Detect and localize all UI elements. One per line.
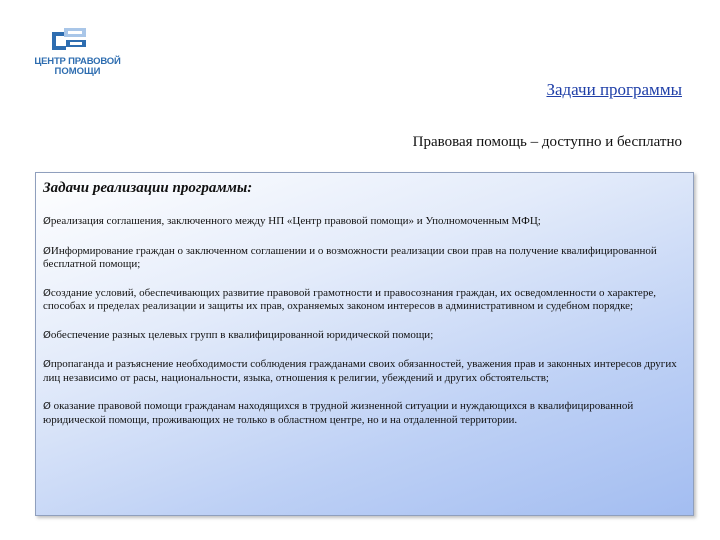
list-item-text: оказание правовой помощи гражданам находящихся в трудной жизненной ситуации и нуждающихся в квалифицированной юридической помощи, проживающих не только в областном центре, но и на отдаленной территории. — [43, 400, 634, 426]
list-item — [43, 287, 687, 313]
arrow-bullet-icon: Ø — [43, 359, 51, 370]
logo — [30, 28, 125, 80]
arrow-bullet-icon: Ø — [43, 216, 51, 227]
arrow-bullet-icon: Ø — [43, 329, 51, 341]
panel-heading: Задачи реализации программы: — [43, 180, 253, 196]
page-title[interactable]: Задачи программы — [546, 80, 682, 99]
logo-text-line2: ПОМОЩИ — [54, 66, 101, 77]
list-item — [43, 400, 687, 426]
list-item — [43, 245, 687, 271]
list-item-text: пропаганда и разъяснение необходимости соблюдения гражданами своих обязанностей, уважения прав и законных интересов других лиц независимо от расы, национальности, языка, отношения к религии, убеждений и других обстоятельств; — [43, 358, 677, 384]
list-item-text: обеспечение разных целевых групп в квалифицированной юридической помощи; — [50, 328, 434, 341]
arrow-bullet-icon: Ø — [43, 401, 51, 412]
logo-text-line1: ЦЕНТР ПРАВОВОЙ — [34, 56, 121, 67]
logo-emblem-icon — [52, 28, 106, 54]
list-item — [43, 215, 687, 229]
list-item-text: реализация соглашения, заключенного между НП «Центр правовой помощи» и Уполномоченным МФЦ; — [50, 215, 541, 227]
tasks-panel — [35, 172, 694, 516]
page-subtitle: Правовая помощь – доступно и бесплатно — [412, 134, 682, 150]
arrow-bullet-icon: Ø — [43, 245, 51, 257]
list-item — [43, 329, 687, 343]
list-item-text: Информирование граждан о заключенном соглашении и о возможности реализации свои прав на получение квалифицированной бесплатной помощи; — [43, 244, 657, 270]
arrow-bullet-icon: Ø — [43, 287, 51, 299]
list-item-text: создание условий, обеспечивающих развитие правовой грамотности и правосознания граждан, их осведомленности о характере, способах и пределах реализации и защиты их прав, охраняемых законом интересов в административном и судебном порядке; — [43, 286, 656, 312]
list-item — [43, 358, 687, 384]
